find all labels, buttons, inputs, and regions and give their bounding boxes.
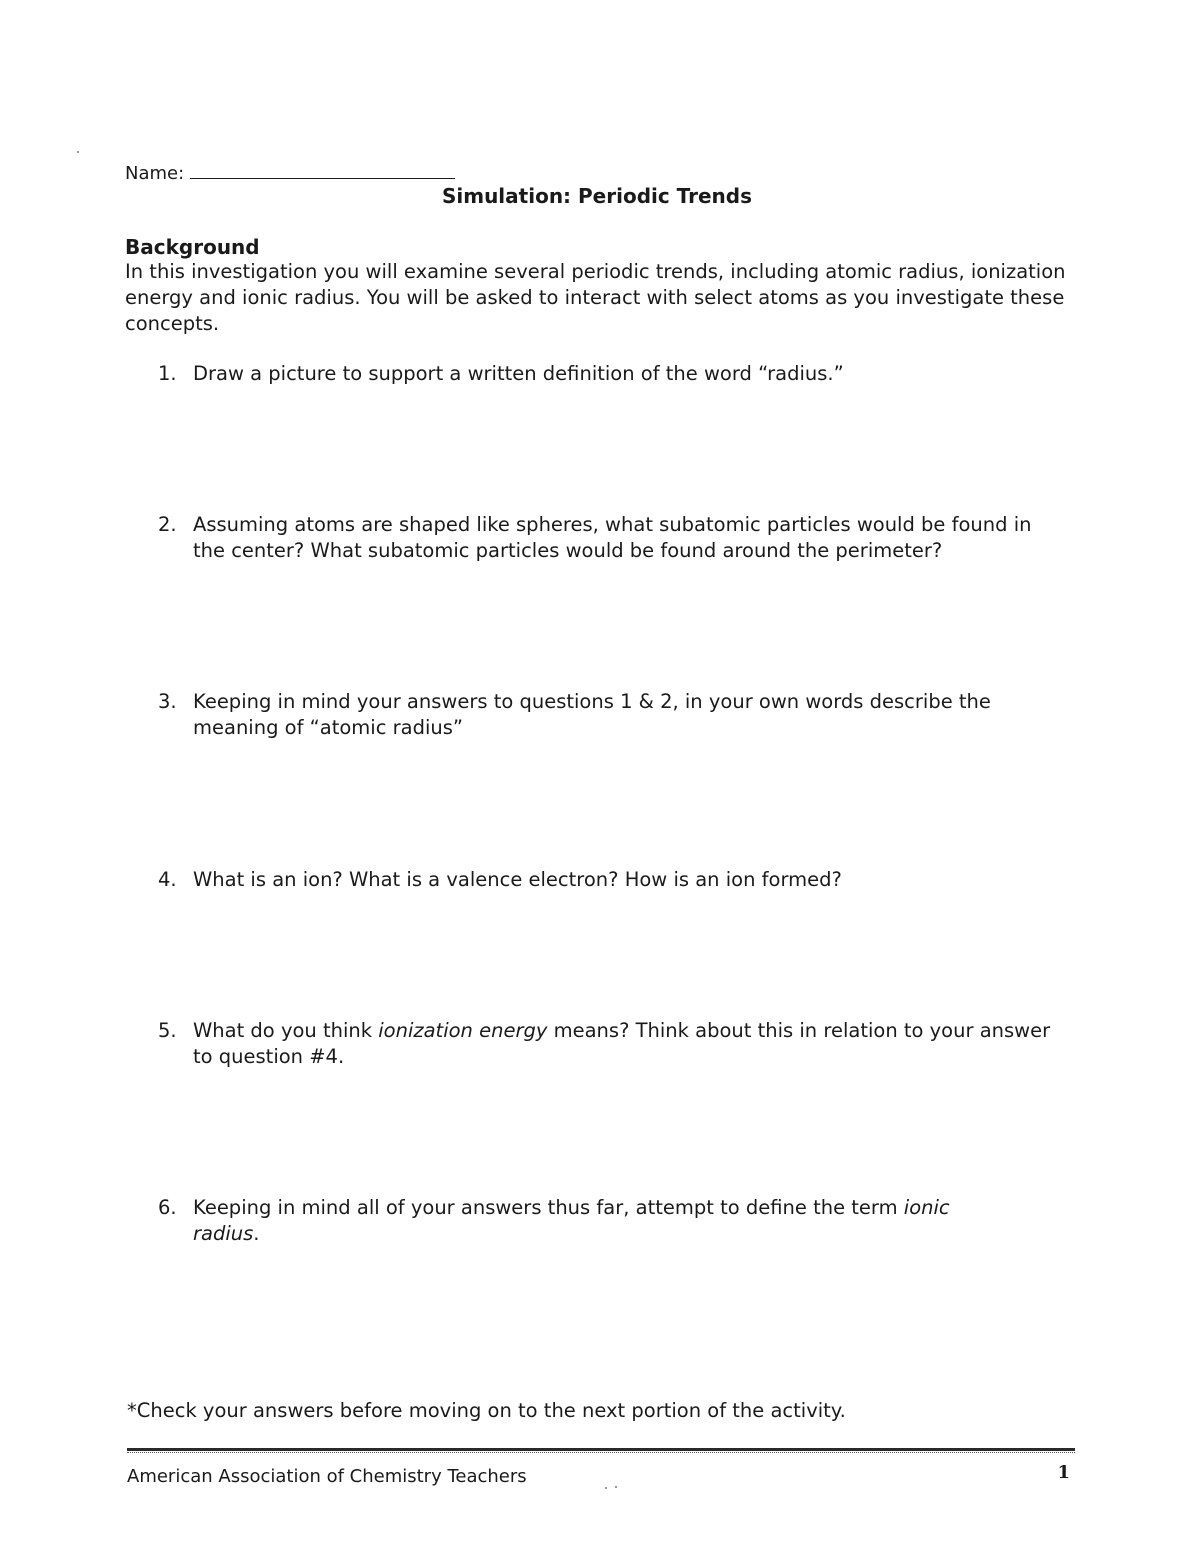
background-text: In this investigation you will examine several periodic trends, including atomic radius, ionization energy and ionic radius. You will be asked to interact with select atoms as you investigate these concepts. bbox=[125, 260, 1066, 335]
footer-divider bbox=[127, 1448, 1075, 1451]
question-3 bbox=[158, 689, 1068, 741]
question-text: Assuming atoms are shaped like spheres, what subatomic particles would be found in the center? What subatomic particles would be found around the perimeter? bbox=[193, 513, 1032, 562]
question-number: 3. bbox=[158, 690, 177, 713]
question-number: 2. bbox=[158, 513, 177, 536]
question-text: What is an ion? What is a valence electron? How is an ion formed? bbox=[193, 868, 842, 891]
question-1 bbox=[158, 361, 1068, 387]
question-text-part: Keeping in mind all of your answers thus far, attempt to define the term bbox=[193, 1196, 904, 1219]
question-emphasis: ionic radius bbox=[193, 1196, 950, 1245]
page-number: 1 bbox=[1057, 1462, 1070, 1483]
question-text-part: . bbox=[253, 1222, 260, 1245]
question-text: Keeping in mind your answers to questions 1 & 2, in your own words describe the meaning of “atomic radius” bbox=[193, 690, 991, 739]
background-heading: Background bbox=[125, 235, 260, 259]
question-number: 6. bbox=[158, 1196, 177, 1219]
question-text-part: means? Think about this in relation to your answer to question #4. bbox=[193, 1019, 1051, 1068]
question-2 bbox=[158, 512, 1068, 564]
page-title bbox=[0, 183, 1200, 209]
question-text: Draw a picture to support a written definition of the word “radius.” bbox=[193, 362, 844, 385]
question-number: 4. bbox=[158, 868, 177, 891]
footer-divider-secondary bbox=[127, 1452, 1075, 1453]
name-blank-field[interactable] bbox=[190, 160, 455, 179]
scan-speck bbox=[77, 151, 79, 153]
question-text-part: What do you think bbox=[193, 1019, 379, 1042]
question-5 bbox=[158, 1018, 1068, 1070]
name-label: Name: bbox=[125, 163, 185, 184]
question-6 bbox=[158, 1195, 1068, 1247]
question-text bbox=[193, 1195, 1013, 1247]
page-title-text: Simulation: Periodic Trends bbox=[441, 184, 753, 208]
question-4 bbox=[158, 867, 1068, 893]
question-number: 5. bbox=[158, 1019, 177, 1042]
question-number: 1. bbox=[158, 362, 177, 385]
question-text bbox=[193, 1018, 1068, 1070]
footer-organization: American Association of Chemistry Teachers bbox=[127, 1466, 527, 1487]
check-answers-note: *Check your answers before moving on to the next portion of the activity. bbox=[127, 1399, 846, 1422]
scan-speck bbox=[615, 1486, 617, 1488]
scan-speck bbox=[605, 1487, 607, 1489]
question-emphasis: ionization energy bbox=[378, 1019, 548, 1042]
